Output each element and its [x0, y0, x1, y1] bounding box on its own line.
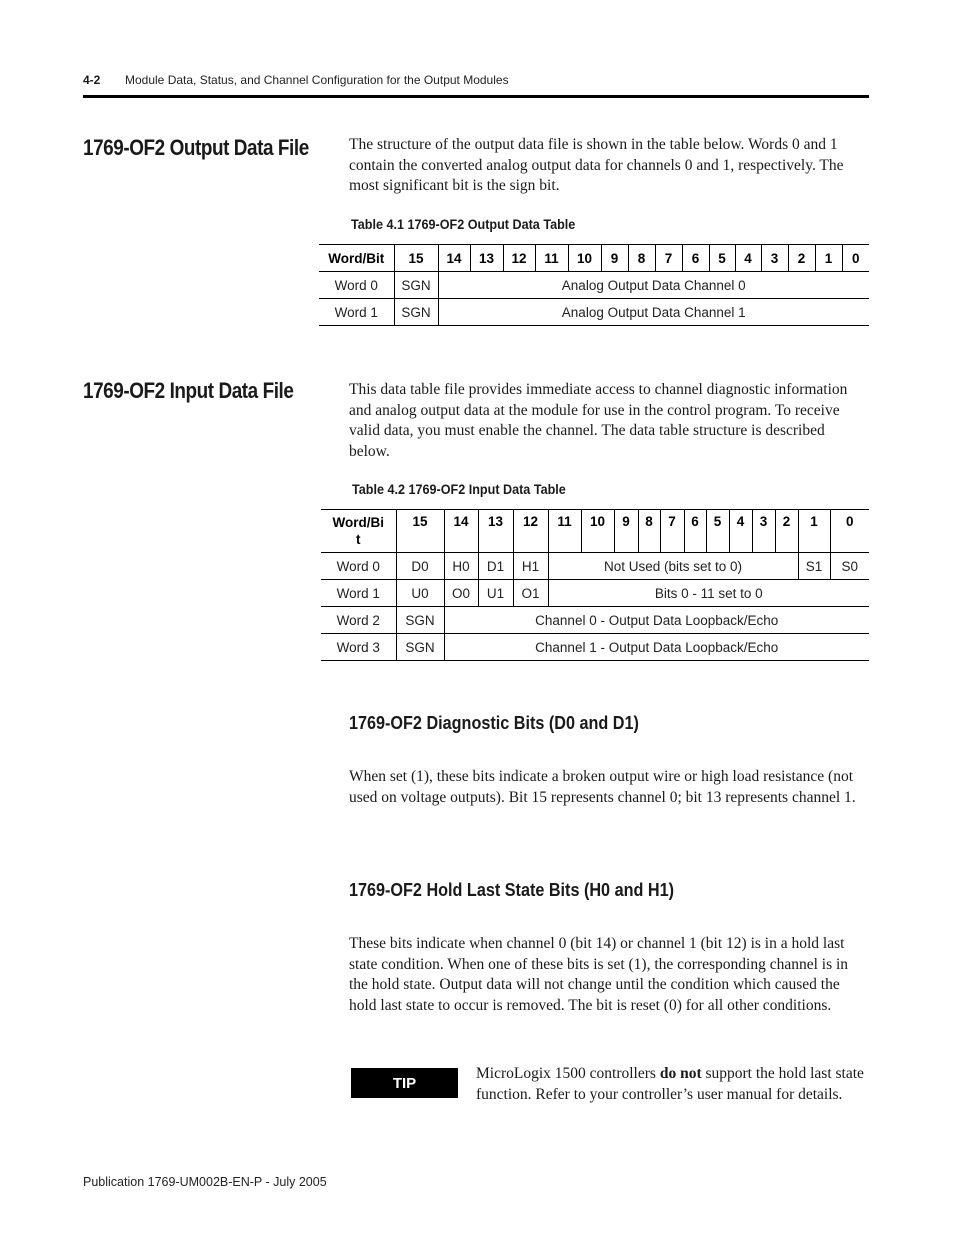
bit-cell-d1: D1	[478, 553, 513, 580]
header-word-bit-line2: t	[356, 532, 361, 547]
table-row	[321, 607, 869, 634]
bit-cell-o1: O1	[513, 580, 548, 607]
header-bit-11: 11	[548, 510, 581, 553]
header-bit-13: 13	[470, 245, 503, 272]
header-bit-12: 12	[503, 245, 535, 272]
header-bit-10: 10	[568, 245, 601, 272]
header-bit-3: 3	[761, 245, 788, 272]
header-bit-8: 8	[628, 245, 655, 272]
sign-bit-cell: SGN	[396, 607, 444, 634]
header-bit-6: 6	[684, 510, 706, 553]
diagnostic-bits-heading: 1769-OF2 Diagnostic Bits (D0 and D1)	[349, 713, 639, 733]
header-bit-11: 11	[535, 245, 568, 272]
output-data-file-heading: 1769-OF2 Output Data File	[83, 135, 309, 160]
output-table-header-row	[319, 245, 869, 272]
header-bit-1: 1	[798, 510, 830, 553]
row-word-label: Word 2	[321, 607, 396, 634]
row-word-label: Word 1	[321, 580, 396, 607]
header-bit-14: 14	[444, 510, 478, 553]
sign-bit-cell: SGN	[394, 272, 438, 299]
tip-text	[476, 1064, 866, 1105]
header-bit-13: 13	[478, 510, 513, 553]
bit-cell-o0: O0	[444, 580, 478, 607]
table-row	[319, 299, 869, 326]
bit-cell-s1: S1	[798, 553, 830, 580]
row-word-label: Word 0	[319, 272, 394, 299]
row-word-label: Word 0	[321, 553, 396, 580]
header-bit-2: 2	[775, 510, 798, 553]
header-bit-6: 6	[682, 245, 709, 272]
header-bit-12: 12	[513, 510, 548, 553]
table-row	[321, 553, 869, 580]
hold-last-state-heading: 1769-OF2 Hold Last State Bits (H0 and H1)	[349, 880, 674, 900]
tip-badge: TIP	[351, 1068, 458, 1098]
header-word-bit	[321, 510, 396, 553]
header-bit-15: 15	[396, 510, 444, 553]
chapter-title: Module Data, Status, and Channel Configuration for the Output Modules	[125, 73, 509, 87]
diagnostic-bits-body: When set (1), these bits indicate a broken output wire or high load resistance (not used on voltage outputs). Bit 15 represents channel 0; bit 13 represents channel 1.	[349, 768, 856, 806]
header-bit-7: 7	[660, 510, 684, 553]
table-row	[321, 580, 869, 607]
header-bit-5: 5	[706, 510, 729, 553]
tip-text-start: MicroLogix 1500 controllers	[476, 1065, 660, 1082]
input-table-header-row	[321, 510, 869, 553]
input-data-table	[321, 509, 869, 661]
sign-bit-cell: SGN	[394, 299, 438, 326]
header-bit-0: 0	[830, 510, 869, 553]
table-row	[319, 272, 869, 299]
bits-set-zero-cell: Bits 0 - 11 set to 0	[548, 580, 869, 607]
header-bit-4: 4	[735, 245, 761, 272]
header-word-bit-line1: Word/Bi	[332, 515, 384, 530]
header-bit-7: 7	[655, 245, 682, 272]
bit-cell-d0: D0	[396, 553, 444, 580]
bit-cell-h1: H1	[513, 553, 548, 580]
tip-text-emphasis: do not	[659, 1065, 702, 1082]
header-bit-9: 9	[614, 510, 638, 553]
not-used-cell: Not Used (bits set to 0)	[548, 553, 798, 580]
header-word-bit: Word/Bit	[319, 245, 394, 272]
data-cell: Channel 0 - Output Data Loopback/Echo	[444, 607, 869, 634]
input-data-file-intro: This data table file provides immediate access to channel diagnostic information and analog output data at the module for use in the control program. To receive valid data, you must enable the channel. The data table structure is described below.	[349, 381, 848, 460]
header-bit-4: 4	[729, 510, 752, 553]
data-cell: Analog Output Data Channel 0	[438, 272, 869, 299]
sign-bit-cell: SGN	[396, 634, 444, 661]
table-row	[321, 634, 869, 661]
page-number: 4-2	[83, 73, 101, 87]
output-data-table	[319, 244, 869, 326]
header-bit-8: 8	[638, 510, 660, 553]
input-data-file-heading: 1769-OF2 Input Data File	[83, 378, 294, 403]
bit-cell-u1: U1	[478, 580, 513, 607]
bit-cell-u0: U0	[396, 580, 444, 607]
header-bit-0: 0	[842, 245, 869, 272]
header-bit-3: 3	[752, 510, 775, 553]
header-rule	[83, 95, 869, 98]
header-bit-9: 9	[601, 245, 628, 272]
header-bit-15: 15	[394, 245, 438, 272]
data-cell: Analog Output Data Channel 1	[438, 299, 869, 326]
bit-cell-s0: S0	[830, 553, 869, 580]
publication-footer: Publication 1769-UM002B-EN-P - July 2005	[83, 1175, 327, 1189]
bit-cell-h0: H0	[444, 553, 478, 580]
input-table-caption: Table 4.2 1769-OF2 Input Data Table	[352, 481, 566, 497]
header-bit-10: 10	[581, 510, 614, 553]
header-bit-5: 5	[709, 245, 735, 272]
row-word-label: Word 1	[319, 299, 394, 326]
header-bit-1: 1	[815, 245, 842, 272]
hold-last-state-body: These bits indicate when channel 0 (bit 14) or channel 1 (bit 12) is in a hold last state condition. When one of these bits is set (1), the corresponding channel is in the hold state. Output data will not change until the condition which caused the hold last state to occur is removed. The bit is reset (0) for all other conditions.	[349, 935, 849, 1014]
row-word-label: Word 3	[321, 634, 396, 661]
output-data-file-intro: The structure of the output data file is shown in the table below. Words 0 and 1 contain the converted analog output data for channels 0 and 1, respectively. The most significant bit is the sign bit.	[349, 136, 844, 194]
output-table-caption: Table 4.1 1769-OF2 Output Data Table	[351, 216, 576, 232]
header-bit-14: 14	[438, 245, 470, 272]
tip-text-end: support the hold last state function. Refer to your controller’s user manual for details.	[476, 1065, 864, 1103]
data-cell: Channel 1 - Output Data Loopback/Echo	[444, 634, 869, 661]
header-bit-2: 2	[788, 245, 815, 272]
